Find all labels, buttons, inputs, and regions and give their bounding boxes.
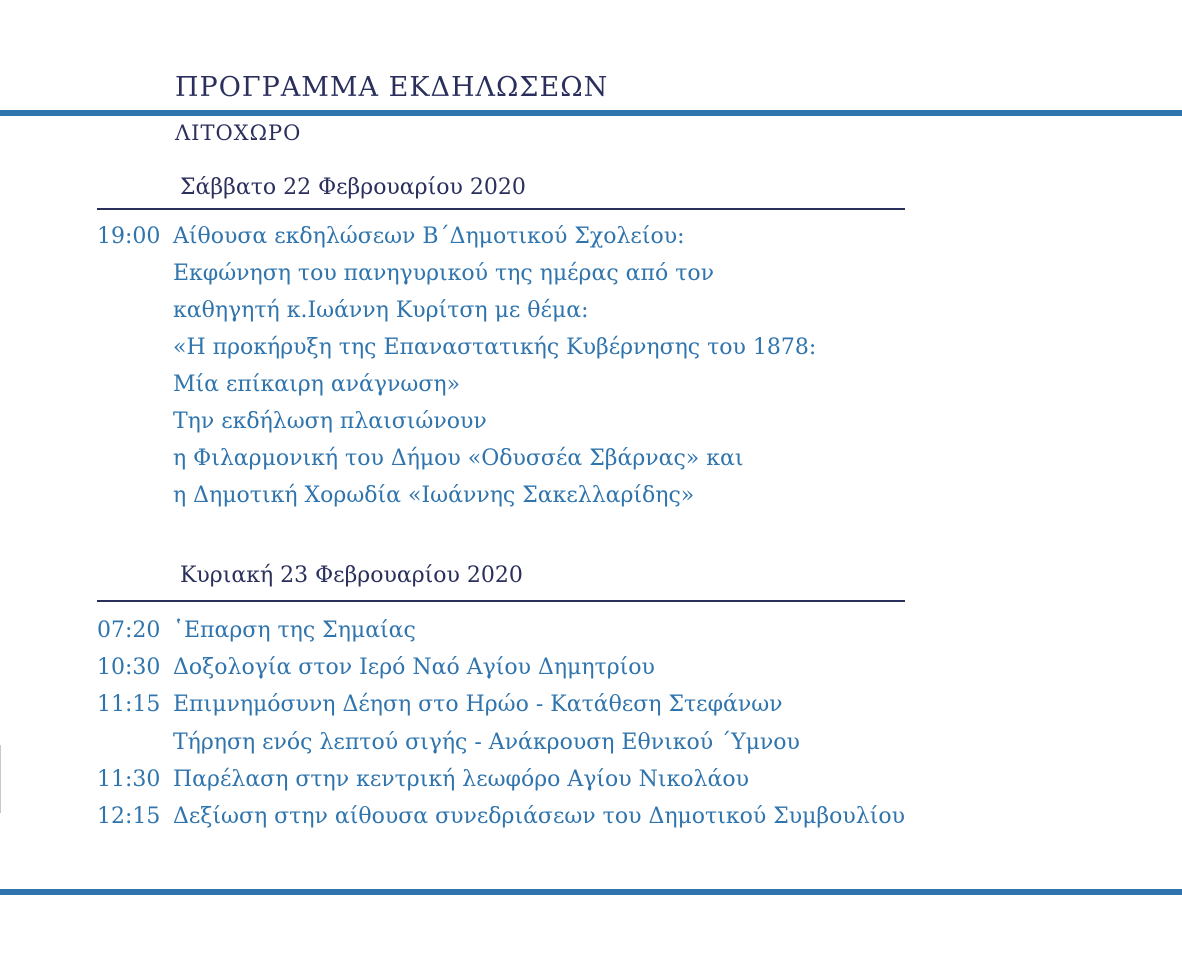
event-time: 19:00 — [97, 224, 161, 249]
event-time: 11:30 — [97, 767, 161, 792]
event-line: Μία επίκαιρη ανάγνωση» — [173, 372, 461, 397]
day1-heading: Σάββατο 22 Φεβρουαρίου 2020 — [180, 175, 526, 200]
page-title: ΠΡΟΓΡΑΜΜΑ ΕΚΔΗΛΩΣΕΩΝ — [175, 72, 609, 103]
event-line: Εκφώνηση του πανηγυρικού της ημέρας από τον — [173, 261, 714, 286]
day1-divider — [97, 208, 905, 210]
event-line: Δοξολογία στον Ιερό Ναό Αγίου Δημητρίου — [173, 655, 655, 680]
day2-divider — [97, 600, 905, 602]
event-time: 07:20 — [97, 618, 161, 643]
event-time: 10:30 — [97, 655, 161, 680]
event-line: «Η προκήρυξη της Επαναστατικής Κυβέρνησης του 1878: — [173, 335, 817, 360]
event-line: η Φιλαρμονική του Δήμου «Οδυσσέα Σβάρνας» και — [173, 446, 744, 471]
margin-mark — [0, 745, 1, 813]
event-line: Δεξίωση στην αίθουσα συνεδριάσεων του Δημοτικού Συμβουλίου — [173, 804, 905, 829]
bottom-divider — [0, 889, 1182, 895]
day2-heading: Κυριακή 23 Φεβρουαρίου 2020 — [180, 563, 523, 588]
event-line: καθηγητή κ.Ιωάννη Κυρίτση με θέμα: — [173, 298, 589, 323]
event-line: Επιμνημόσυνη Δέηση στο Ηρώο - Κατάθεση Στεφάνων — [173, 692, 783, 717]
event-time: 11:15 — [97, 692, 161, 717]
event-line: Την εκδήλωση πλαισιώνουν — [173, 409, 487, 434]
event-line: η Δημοτική Χορωδία «Ιωάννης Σακελλαρίδης» — [173, 483, 695, 508]
location-subtitle: ΛΙΤΟΧΩΡΟ — [175, 121, 302, 145]
event-line: Τήρηση ενός λεπτού σιγής - Ανάκρουση Εθνικού ΄Υμνου — [173, 730, 800, 755]
event-line: Αίθουσα εκδηλώσεων Β΄Δημοτικού Σχολείου: — [173, 224, 685, 249]
top-divider — [0, 110, 1182, 116]
event-line: ῾Επαρση της Σημαίας — [173, 618, 416, 643]
event-line: Παρέλαση στην κεντρική λεωφόρο Αγίου Νικολάου — [173, 767, 749, 792]
event-time: 12:15 — [97, 804, 161, 829]
